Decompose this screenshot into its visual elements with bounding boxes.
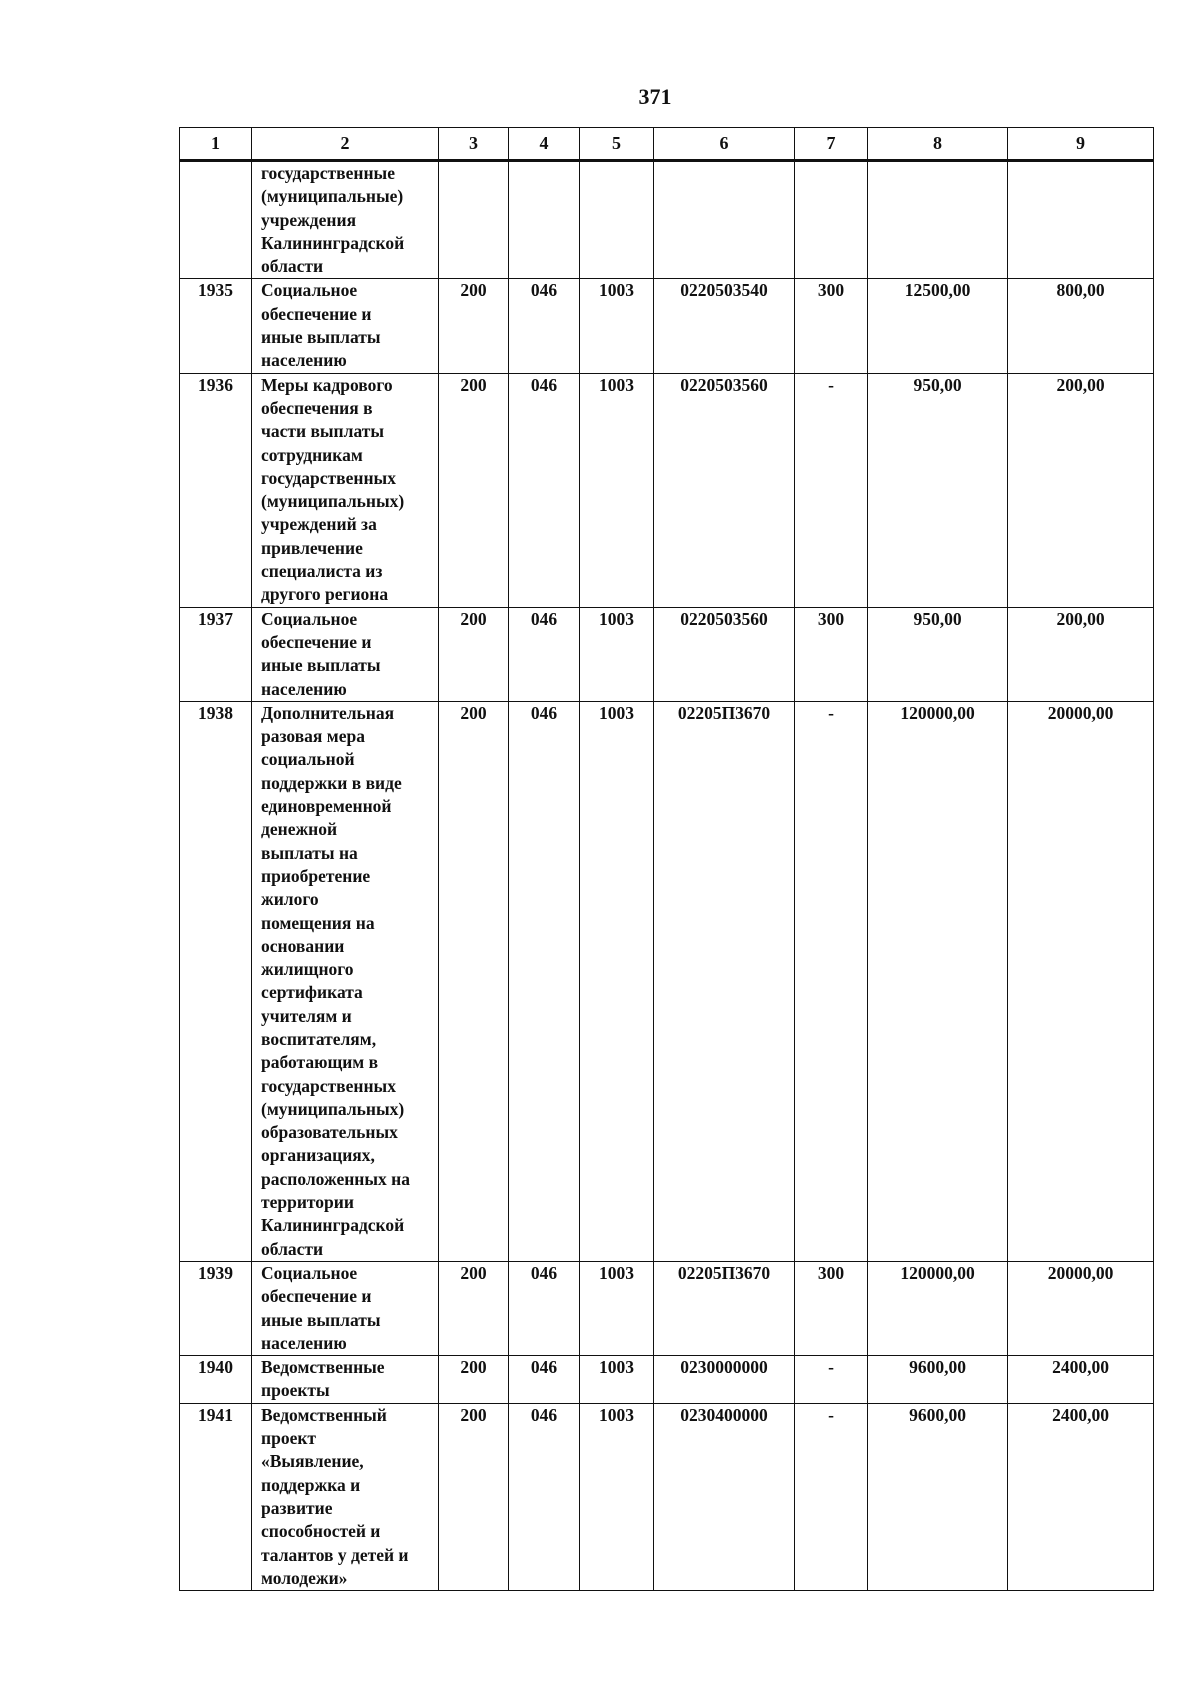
col-5-cell: 1003	[580, 1356, 654, 1404]
col-7-cell: -	[795, 1403, 868, 1590]
item-name-line: (муниципальные)	[261, 186, 404, 207]
col-5-cell: 1003	[580, 607, 654, 701]
item-name-line: населению	[261, 678, 347, 699]
col-4-cell: 046	[509, 701, 580, 1261]
item-name-line: учителям и	[261, 1005, 352, 1026]
item-name-line: приобретение	[261, 865, 371, 886]
item-name-cell	[252, 701, 439, 1261]
col-8-cell: 120000,00	[868, 701, 1008, 1261]
item-name-line: государственные	[261, 163, 395, 183]
row-number-cell: 1937	[180, 607, 252, 701]
item-name-cell	[252, 373, 439, 607]
item-name-line: талантов у детей и	[261, 1544, 409, 1565]
col-6-cell: 0220503560	[654, 373, 795, 607]
item-name-line: (муниципальных)	[261, 1098, 405, 1119]
col-3-cell: 200	[439, 279, 509, 373]
col-4-cell: 046	[509, 607, 580, 701]
col-6-cell	[654, 161, 795, 279]
item-name-line: сертификата	[261, 982, 363, 1003]
column-header: 1	[180, 128, 252, 161]
table-row	[180, 1356, 1154, 1404]
item-name-line: Ведомственный	[261, 1404, 387, 1425]
item-name-line: расположенных на	[261, 1168, 410, 1189]
col-7-cell: 300	[795, 279, 868, 373]
col-7-cell	[795, 161, 868, 279]
item-name-line: поддержка и	[261, 1474, 361, 1495]
item-name-line: Калининградской	[261, 232, 405, 253]
item-name-line: работающим в	[261, 1052, 379, 1073]
col-4-cell: 046	[509, 1261, 580, 1355]
item-name-line: образовательных	[261, 1122, 398, 1143]
item-name-line: «Выявление,	[261, 1451, 364, 1472]
column-header: 2	[252, 128, 439, 161]
header-row	[180, 128, 1154, 161]
col-3-cell	[439, 161, 509, 279]
col-9-cell: 800,00	[1008, 279, 1154, 373]
col-9-cell	[1008, 161, 1154, 279]
row-number-cell: 1939	[180, 1261, 252, 1355]
col-8-cell: 120000,00	[868, 1261, 1008, 1355]
item-name-line: жилого	[261, 889, 319, 910]
row-number-cell	[180, 161, 252, 279]
item-name-line: Социальное	[261, 1262, 358, 1283]
col-9-cell: 200,00	[1008, 607, 1154, 701]
item-name-line: Социальное	[261, 608, 358, 629]
item-name-line: Социальное	[261, 280, 358, 301]
item-name-line: Калининградской	[261, 1215, 405, 1236]
col-8-cell: 9600,00	[868, 1356, 1008, 1404]
item-name-line: способностей и	[261, 1521, 381, 1542]
item-name-line: основании	[261, 935, 345, 956]
page-number: 371	[638, 84, 672, 109]
col-7-cell: -	[795, 1356, 868, 1404]
col-9-cell: 2400,00	[1008, 1403, 1154, 1590]
item-name-line: воспитателям,	[261, 1028, 377, 1049]
col-4-cell	[509, 161, 580, 279]
item-name-cell	[252, 1356, 439, 1404]
item-name-cell	[252, 1261, 439, 1355]
col-3-cell: 200	[439, 373, 509, 607]
col-9-cell: 20000,00	[1008, 701, 1154, 1261]
column-header: 6	[654, 128, 795, 161]
item-name-line: государственных	[261, 467, 396, 488]
item-name-line: обеспечения в	[261, 397, 373, 418]
col-7-cell: 300	[795, 1261, 868, 1355]
item-name-line: части выплаты	[261, 421, 385, 442]
item-name-line: проект	[261, 1428, 317, 1449]
row-number-cell: 1940	[180, 1356, 252, 1404]
item-name-line: области	[261, 1238, 324, 1259]
item-name-line: развитие	[261, 1497, 333, 1518]
col-3-cell: 200	[439, 1356, 509, 1404]
item-name-line: области	[261, 256, 324, 277]
item-name-line: другого региона	[261, 584, 389, 605]
col-5-cell: 1003	[580, 701, 654, 1261]
col-3-cell: 200	[439, 607, 509, 701]
col-6-cell: 0230000000	[654, 1356, 795, 1404]
col-3-cell: 200	[439, 701, 509, 1261]
item-name-line: Ведомственные	[261, 1357, 385, 1378]
table-row	[180, 1261, 1154, 1355]
column-header: 7	[795, 128, 868, 161]
col-8-cell: 950,00	[868, 373, 1008, 607]
table-row	[180, 161, 1154, 279]
table-row	[180, 1403, 1154, 1590]
item-name-line: государственных	[261, 1075, 396, 1096]
col-3-cell: 200	[439, 1403, 509, 1590]
item-name-line: иные выплаты	[261, 1309, 381, 1330]
col-8-cell	[868, 161, 1008, 279]
item-name-line: Меры кадрового	[261, 374, 393, 395]
col-4-cell: 046	[509, 1403, 580, 1590]
item-name-line: единовременной	[261, 796, 392, 817]
row-number-cell: 1938	[180, 701, 252, 1261]
row-number-cell: 1941	[180, 1403, 252, 1590]
col-4-cell: 046	[509, 373, 580, 607]
table-body	[180, 161, 1154, 1591]
item-name-line: поддержки в виде	[261, 772, 402, 793]
item-name-line: выплаты на	[261, 842, 358, 863]
item-name-line: иные выплаты	[261, 655, 381, 676]
budget-table	[179, 127, 1154, 1591]
item-name-line: разовая мера	[261, 726, 365, 747]
item-name-line: сотрудникам	[261, 444, 363, 465]
column-header: 4	[509, 128, 580, 161]
row-number-cell: 1935	[180, 279, 252, 373]
col-8-cell: 9600,00	[868, 1403, 1008, 1590]
col-9-cell: 2400,00	[1008, 1356, 1154, 1404]
col-5-cell: 1003	[580, 279, 654, 373]
item-name-line: территории	[261, 1192, 354, 1213]
item-name-line: населению	[261, 350, 347, 371]
item-name-line: иные выплаты	[261, 327, 381, 348]
item-name-line: проекты	[261, 1380, 330, 1401]
item-name-cell	[252, 161, 439, 279]
item-name-line: обеспечение и	[261, 631, 372, 652]
item-name-cell	[252, 279, 439, 373]
column-header: 9	[1008, 128, 1154, 161]
item-name-cell	[252, 607, 439, 701]
col-6-cell: 0220503540	[654, 279, 795, 373]
col-5-cell	[580, 161, 654, 279]
table-row	[180, 279, 1154, 373]
item-name-line: населению	[261, 1332, 347, 1353]
item-name-line: организациях,	[261, 1145, 375, 1166]
col-6-cell: 02205П3670	[654, 701, 795, 1261]
item-name-line: денежной	[261, 819, 338, 840]
item-name-line: специалиста из	[261, 561, 383, 582]
col-4-cell: 046	[509, 279, 580, 373]
col-7-cell: -	[795, 373, 868, 607]
col-5-cell: 1003	[580, 373, 654, 607]
col-4-cell: 046	[509, 1356, 580, 1404]
item-name-line: обеспечение и	[261, 303, 372, 324]
col-9-cell: 20000,00	[1008, 1261, 1154, 1355]
item-name-line: помещения на	[261, 912, 375, 933]
item-name-line: привлечение	[261, 537, 363, 558]
col-8-cell: 950,00	[868, 607, 1008, 701]
table-row	[180, 607, 1154, 701]
column-header: 3	[439, 128, 509, 161]
col-3-cell: 200	[439, 1261, 509, 1355]
col-7-cell: -	[795, 701, 868, 1261]
col-6-cell: 02205П3670	[654, 1261, 795, 1355]
table-row	[180, 701, 1154, 1261]
item-name-line: учреждения	[261, 209, 357, 230]
item-name-line: обеспечение и	[261, 1286, 372, 1307]
item-name-cell	[252, 1403, 439, 1590]
item-name-line: социальной	[261, 749, 355, 770]
item-name-line: (муниципальных)	[261, 491, 405, 512]
item-name-line: учреждений за	[261, 514, 377, 535]
item-name-line: молодежи»	[261, 1567, 348, 1588]
col-7-cell: 300	[795, 607, 868, 701]
item-name-line: жилищного	[261, 959, 354, 980]
col-5-cell: 1003	[580, 1261, 654, 1355]
item-name-line: Дополнительная	[261, 702, 395, 723]
col-8-cell: 12500,00	[868, 279, 1008, 373]
col-5-cell: 1003	[580, 1403, 654, 1590]
row-number-cell: 1936	[180, 373, 252, 607]
col-6-cell: 0220503560	[654, 607, 795, 701]
table-row	[180, 373, 1154, 607]
column-header: 5	[580, 128, 654, 161]
col-6-cell: 0230400000	[654, 1403, 795, 1590]
col-9-cell: 200,00	[1008, 373, 1154, 607]
column-header: 8	[868, 128, 1008, 161]
